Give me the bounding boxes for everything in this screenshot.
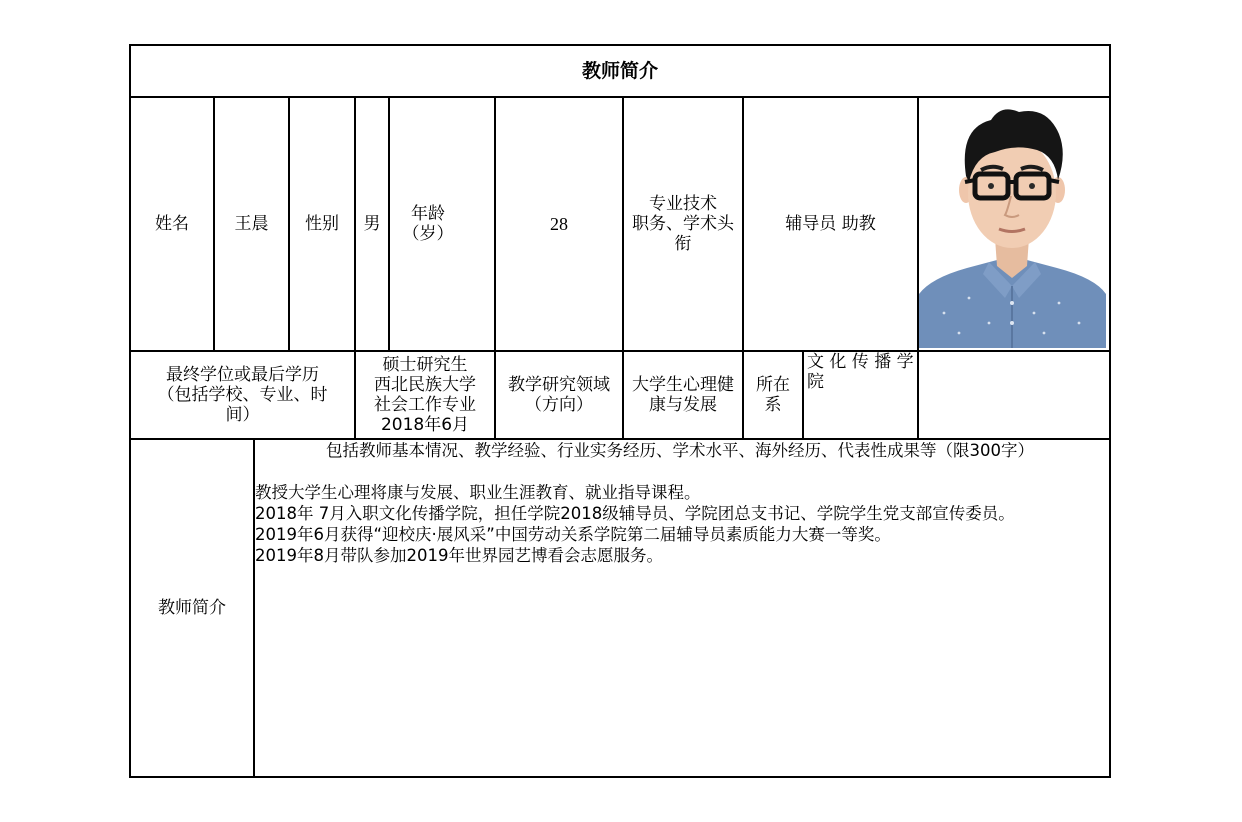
- bio-content: [255, 440, 1105, 770]
- page-title: 教师简介: [581, 60, 658, 82]
- dept-line2: 院: [807, 372, 824, 392]
- bio-paragraph-3: 2019年6月获得“迎校庆·展风采”中国劳动关系学院第二届辅导员素质能力大赛一等奖。: [255, 525, 891, 544]
- research-label-line2: （方向）: [525, 395, 593, 415]
- degree-line1: 硕士研究生: [382, 355, 468, 375]
- degree-line4: 2018年6月: [380, 415, 470, 435]
- portrait-illustration: [919, 98, 1106, 348]
- row2-empty-cell: [919, 352, 1109, 438]
- degree-label-line3: 间）: [225, 405, 260, 425]
- title-value: 辅导员 助教: [785, 214, 876, 234]
- bio-paragraph-2: 2018年 7月入职文化传播学院，担任学院2018级辅导员、学院团总支书记、学院学生党支部宣传委员。: [255, 504, 1015, 523]
- bio-header: 包括教师基本情况、教学经验、行业实务经历、学术水平、海外经历、代表性成果等（限300字）: [326, 441, 1034, 460]
- degree-label-line2: （包括学校、专业、时: [157, 385, 328, 405]
- age-label-line1: 年龄: [411, 204, 445, 224]
- gender-value: 男: [363, 214, 381, 234]
- research-label-line1: 教学研究领域: [508, 375, 610, 395]
- title-label-line2: 职务、学术头: [632, 214, 734, 234]
- teacher-profile-table: [129, 44, 1111, 778]
- age-label: [390, 98, 466, 350]
- name-label: 姓名: [155, 214, 189, 234]
- teacher-photo: [919, 98, 1106, 348]
- age-label-line2: （岁）: [402, 224, 454, 244]
- bio-paragraph-4: 2019年8月带队参加2019年世界园艺博看会志愿服务。: [255, 546, 663, 565]
- dept-value: [807, 352, 917, 438]
- age-value: 28: [550, 214, 568, 234]
- table-border-bottom: [129, 776, 1111, 778]
- bio-label: 教师简介: [158, 598, 226, 618]
- dept-label: [744, 352, 802, 438]
- research-line2: 康与发展: [649, 395, 717, 415]
- dept-label-line2: 系: [764, 395, 782, 415]
- dept-line1: 文 化 传 播 学: [807, 352, 914, 372]
- research-value: [624, 352, 742, 438]
- gender-label: 性别: [305, 214, 339, 234]
- degree-line3: 社会工作专业: [374, 395, 476, 415]
- bio-paragraph-1: 教授大学生心理将康与发展、职业生涯教育、就业指导课程。: [255, 483, 701, 502]
- table-border-right: [1109, 44, 1111, 778]
- degree-label: [131, 352, 354, 438]
- research-label: [496, 352, 622, 438]
- degree-line2: 西北民族大学: [374, 375, 476, 395]
- title-label-line1: 专业技术: [649, 194, 717, 214]
- dept-label-line1: 所在: [756, 375, 790, 395]
- degree-label-line1: 最终学位或最后学历: [166, 365, 319, 385]
- name-value: 王晨: [234, 214, 269, 234]
- title-label: [624, 98, 742, 350]
- degree-value: [356, 352, 494, 438]
- row2-divider: [802, 350, 804, 440]
- title-label-line3: 衔: [674, 234, 692, 254]
- research-line1: 大学生心理健: [632, 375, 734, 395]
